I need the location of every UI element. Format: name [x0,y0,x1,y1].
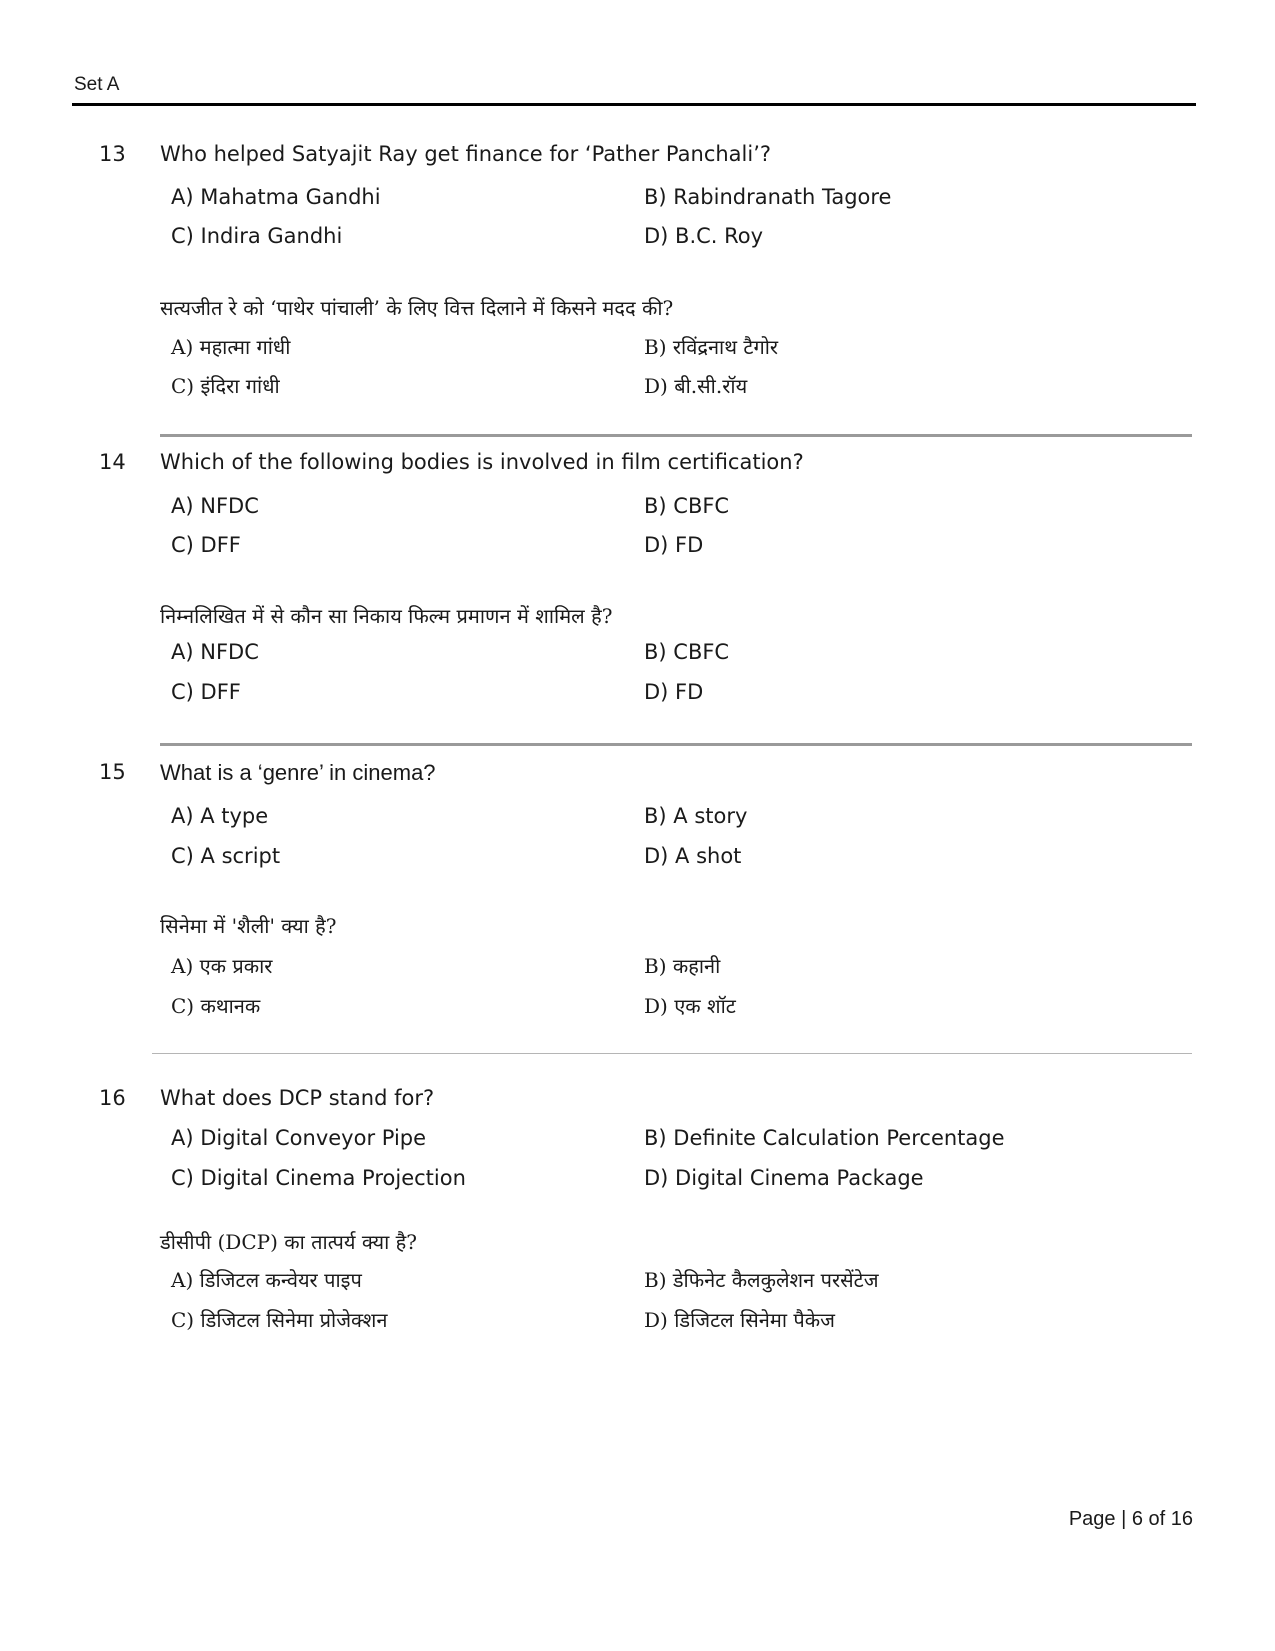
option-d-hi: D) डिजिटल सिनेमा पैकेज [644,1308,835,1332]
option-a-hi: A) डिजिटल कन्वेयर पाइप [171,1268,362,1292]
option-c-en: C) Indira Gandhi [171,224,343,248]
option-c-hi: C) कथानक [171,994,261,1018]
option-d-en: D) A shot [644,844,742,868]
option-a-hi: A) महात्मा गांधी [171,335,291,359]
question-number: 16 [99,1086,126,1110]
question-separator [160,743,1192,746]
set-label: Set A [74,74,120,95]
option-d-hi: D) FD [644,680,704,704]
question-text-en: Who helped Satyajit Ray get finance for ‘Pather Panchali’? [160,142,772,166]
option-a-hi: A) एक प्रकार [171,954,273,978]
question-separator [160,434,1192,437]
option-c-hi: C) डिजिटल सिनेमा प्रोजेक्शन [171,1308,388,1332]
option-d-en: D) Digital Cinema Package [644,1166,924,1190]
question-text-hi: सिनेमा में 'शैली' क्या है? [160,914,337,938]
option-d-en: D) FD [644,533,704,557]
question-number: 15 [99,760,126,784]
option-b-en: B) Rabindranath Tagore [644,185,892,209]
question-text-en: What is a ‘genre’ in cinema? [160,760,436,785]
option-a-hi: A) NFDC [171,640,259,664]
option-b-hi: B) CBFC [644,640,730,664]
option-c-hi: C) DFF [171,680,241,704]
option-b-en: B) Definite Calculation Percentage [644,1126,1005,1150]
option-c-en: C) Digital Cinema Projection [171,1166,466,1190]
question-text-hi: निम्नलिखित में से कौन सा निकाय फिल्म प्रमाणन में शामिल है? [160,604,613,628]
question-text-hi: डीसीपी (DCP) का तात्पर्य क्या है? [160,1230,418,1254]
option-d-hi: D) बी.सी.रॉय [644,374,748,398]
question-text-en: What does DCP stand for? [160,1086,435,1110]
option-b-en: B) CBFC [644,494,730,518]
option-d-en: D) B.C. Roy [644,224,764,248]
option-a-en: A) Digital Conveyor Pipe [171,1126,427,1150]
question-number: 14 [99,450,126,474]
header-rule [72,103,1196,106]
page-number: Page | 6 of 16 [1068,1508,1193,1530]
option-c-en: C) A script [171,844,281,868]
option-a-en: A) A type [171,804,269,828]
option-b-hi: B) डेफिनेट कैलकुलेशन परसेंटेज [644,1268,879,1292]
question-text-hi: सत्यजीत रे को ‘पाथेर पांचाली’ के लिए वित्त दिलाने में किसने मदद की? [160,296,674,320]
option-c-en: C) DFF [171,533,241,557]
option-a-en: A) NFDC [171,494,259,518]
option-d-hi: D) एक शॉट [644,994,736,1018]
option-a-en: A) Mahatma Gandhi [171,185,381,209]
option-c-hi: C) इंदिरा गांधी [171,374,280,398]
option-b-hi: B) कहानी [644,954,721,978]
question-number: 13 [99,142,126,166]
question-text-en: Which of the following bodies is involved in film certification? [160,450,804,474]
option-b-en: B) A story [644,804,748,828]
option-b-hi: B) रविंद्रनाथ टैगोर [644,335,779,359]
question-separator [152,1053,1192,1054]
